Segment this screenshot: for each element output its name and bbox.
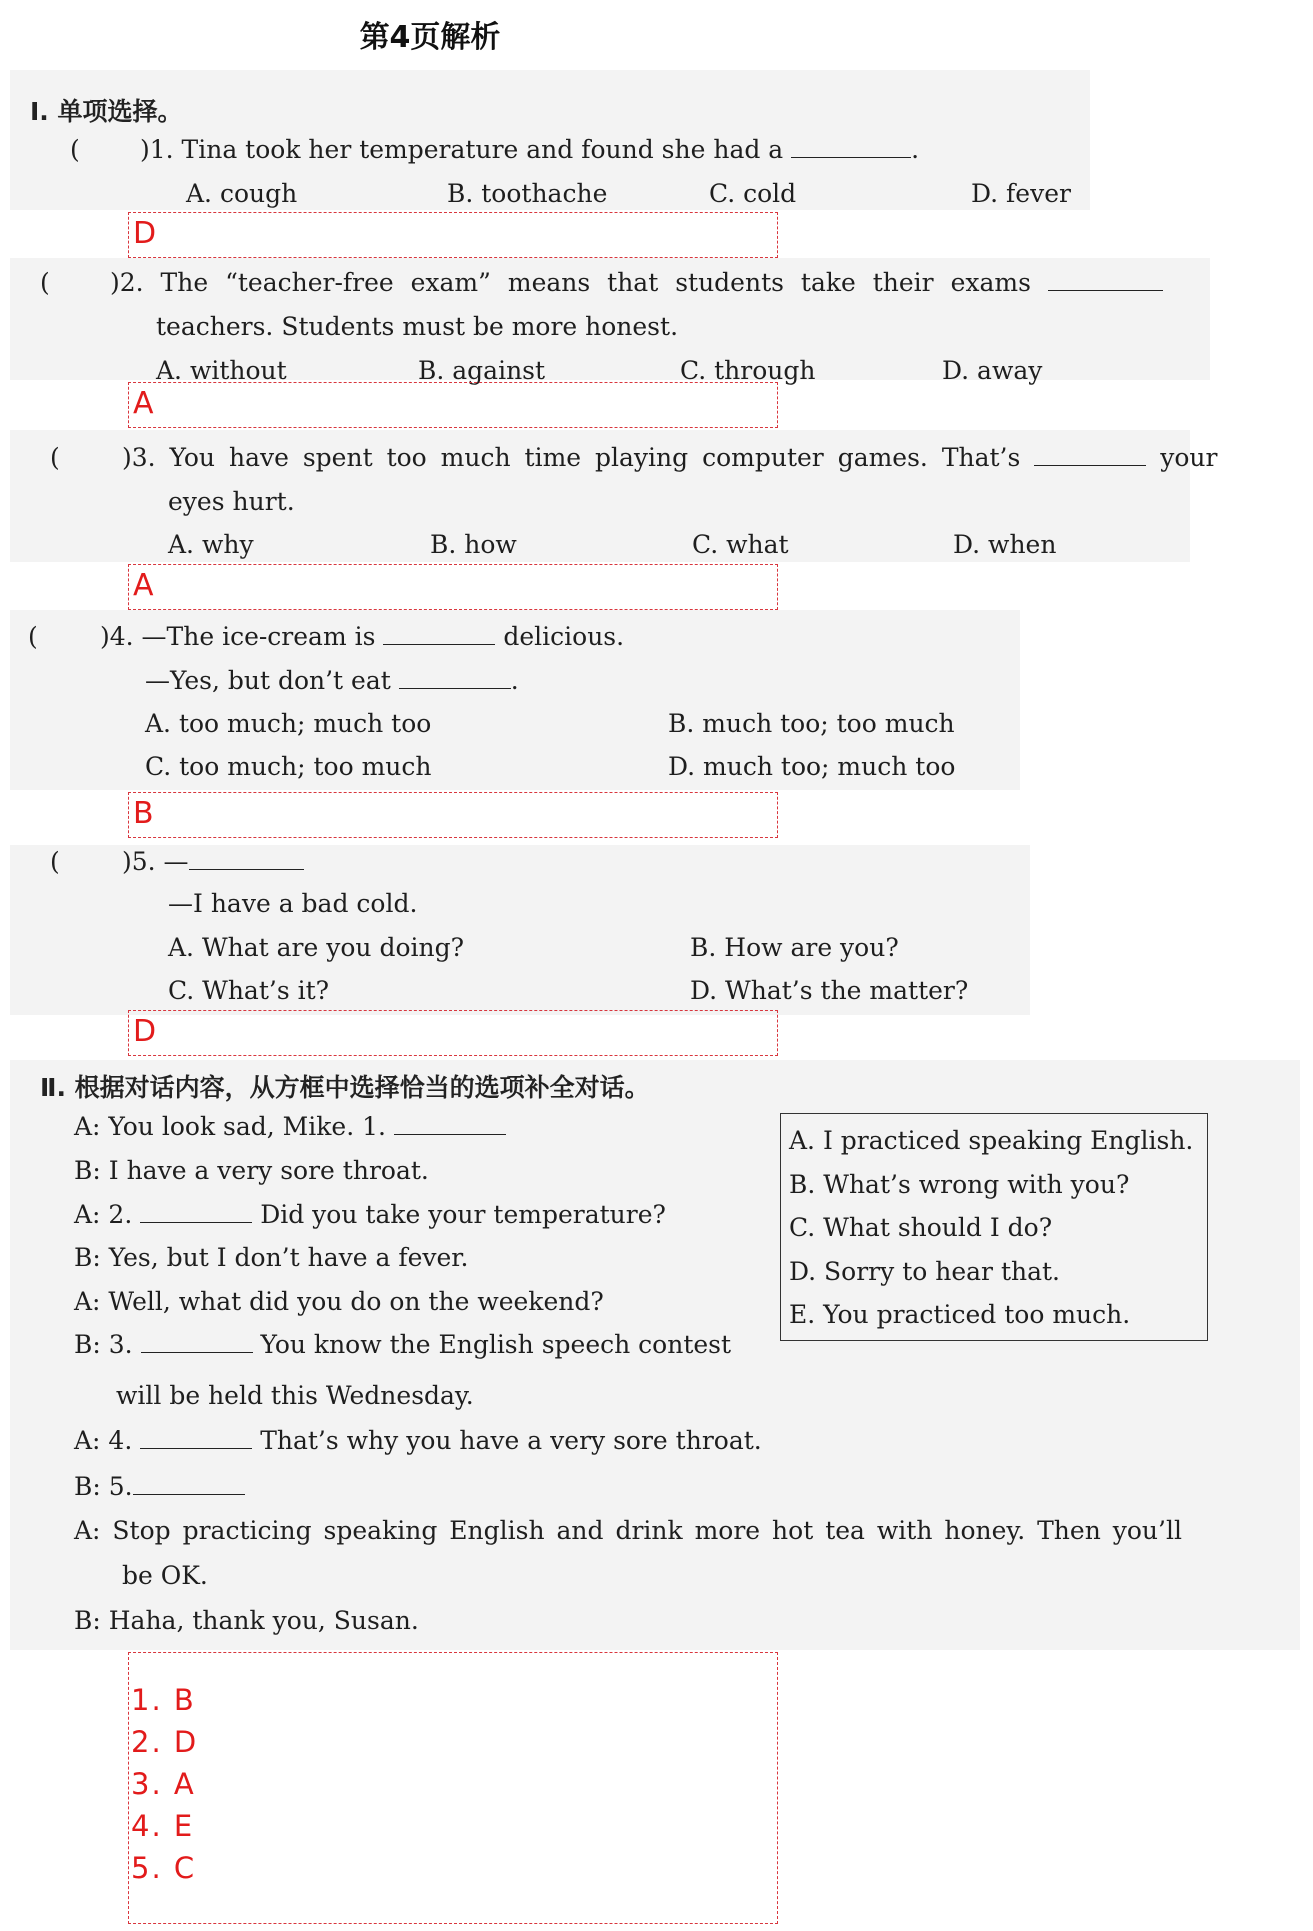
question-2-blank: [1048, 272, 1163, 291]
question-4-line2-end: .: [510, 666, 519, 695]
dialogue-line-11: be OK.: [122, 1561, 208, 1590]
box-option-e: E. You practiced too much.: [789, 1300, 1131, 1329]
box-option-c: C. What should I do?: [789, 1213, 1053, 1242]
page-title: 第4页解析: [359, 20, 501, 55]
box-option-a: A. I practiced speaking English.: [789, 1126, 1194, 1155]
question-1-text: )1. Tina took her temperature and found she had a: [140, 135, 784, 164]
section1-heading: Ⅰ. 单项选择。: [30, 97, 183, 126]
dialogue-blank-4: [140, 1430, 252, 1449]
dialogue-line-5: A: Well, what did you do on the weekend?: [74, 1287, 604, 1316]
question-4-option-a: A. too much; much too: [145, 709, 432, 738]
question-4-blank-1: [383, 626, 495, 645]
question-5-option-a: A. What are you doing?: [168, 933, 465, 962]
question-3-blank: [1034, 447, 1146, 466]
options-box: [780, 1113, 1208, 1341]
dialogue-line-2: B: I have a very sore throat.: [74, 1156, 429, 1185]
question-4-line2-text: —Yes, but don’t eat: [145, 666, 391, 695]
dialogue-line-9-text: B: 5.: [74, 1472, 133, 1501]
dialogue-blank-1: [394, 1116, 506, 1135]
question-4-stem-line2: [145, 666, 519, 695]
question-1-option-d: D. fever: [971, 179, 1071, 208]
dialogue-line-1: [74, 1112, 506, 1141]
question-5-option-c: C. What’s it?: [168, 976, 330, 1005]
dialogue-line-6-text: B: 3.: [74, 1330, 133, 1359]
section2-heading: Ⅱ. 根据对话内容，从方框中选择恰当的选项补全对话。: [40, 1073, 650, 1102]
question-4-paren: (: [28, 622, 38, 651]
question-5-option-b: B. How are you?: [690, 933, 899, 962]
section2-answer-1: 1. B: [131, 1683, 196, 1717]
question-5-text: )5. —: [122, 847, 189, 876]
dialogue-line-7: will be held this Wednesday.: [116, 1381, 474, 1410]
box-option-d: D. Sorry to hear that.: [789, 1256, 1060, 1286]
question-1-answer: D: [128, 212, 778, 258]
dialogue-line-3-text: A: 2.: [74, 1200, 133, 1229]
question-2-option-b: B. against: [418, 356, 546, 385]
question-3-option-c: C. what: [692, 530, 789, 559]
question-2-option-a: A. without: [156, 356, 287, 385]
question-3-stem: [122, 443, 1217, 472]
question-1-blank: [791, 139, 911, 158]
question-2-option-d: D. away: [942, 356, 1043, 385]
section2-answer-5: 5. C: [131, 1851, 197, 1885]
question-4-option-b: B. much too; too much: [668, 709, 955, 738]
dialogue-line-1-text: A: You look sad, Mike. 1.: [74, 1112, 386, 1141]
question-2-stem-line2: teachers. Students must be more honest.: [156, 312, 679, 341]
question-4-answer: B: [128, 792, 778, 838]
question-3-tail: your: [1160, 443, 1218, 472]
question-2-stem: [110, 268, 1163, 297]
question-1-option-a: A. cough: [186, 179, 298, 208]
question-5-option-d: D. What’s the matter?: [690, 976, 969, 1005]
question-1-end: .: [911, 135, 920, 164]
question-1-option-b: B. toothache: [447, 179, 608, 208]
question-1-stem: [140, 135, 919, 164]
question-3-option-b: B. how: [430, 530, 517, 559]
question-5-paren: (: [50, 847, 60, 876]
question-3-option-a: A. why: [168, 530, 254, 559]
question-3-option-d: D. when: [953, 530, 1057, 559]
question-5-answer: D: [128, 1010, 778, 1056]
question-4-blank-2: [399, 670, 511, 689]
dialogue-line-12: B: Haha, thank you, Susan.: [74, 1606, 419, 1635]
question-3-stem-line2: eyes hurt.: [168, 487, 295, 516]
dialogue-blank-5: [133, 1476, 245, 1495]
section2-answer-2: 2. D: [131, 1725, 199, 1759]
section2-answer-4: 4. E: [131, 1809, 195, 1843]
question-2-text: )2. The “teacher-free exam” means that students take their exams: [110, 268, 1031, 297]
question-4-tail: delicious.: [503, 622, 625, 651]
dialogue-line-3: [74, 1200, 666, 1229]
question-3-answer: A: [128, 564, 778, 610]
dialogue-line-8-post: That’s why you have a very sore throat.: [260, 1426, 762, 1455]
question-3-text: )3. You have spent too much time playing computer games. That’s: [122, 443, 1021, 472]
dialogue-line-8-text: A: 4.: [74, 1426, 133, 1455]
dialogue-line-6-post: You know the English speech contest: [260, 1330, 732, 1359]
question-5-stem-line2: —I have a bad cold.: [168, 889, 418, 918]
question-3-paren: (: [50, 443, 60, 472]
question-5-blank: [189, 851, 304, 870]
dialogue-line-6: [74, 1330, 731, 1359]
question-4-text: )4. —The ice-cream is: [100, 622, 376, 651]
question-2-option-c: C. through: [680, 356, 816, 385]
dialogue-line-4: B: Yes, but I don’t have a fever.: [74, 1243, 469, 1272]
dialogue-blank-2: [140, 1204, 252, 1223]
question-2-paren: (: [40, 268, 50, 297]
question-1-paren: (: [70, 135, 80, 164]
dialogue-line-3-post: Did you take your temperature?: [260, 1200, 666, 1229]
dialogue-line-8: [74, 1426, 762, 1455]
question-4-stem: [100, 622, 624, 651]
question-5-stem: [122, 847, 304, 876]
box-option-b: B. What’s wrong with you?: [789, 1169, 1130, 1199]
question-4-option-d: D. much too; much too: [668, 752, 956, 781]
question-1-option-c: C. cold: [709, 179, 797, 208]
dialogue-line-9: [74, 1472, 245, 1501]
dialogue-line-10: A: Stop practicing speaking English and drink more hot tea with honey. Then you’ll: [74, 1516, 1182, 1545]
section2-answer-3: 3. A: [131, 1767, 196, 1801]
section2-answer-box: [128, 1652, 778, 1924]
question-4-option-c: C. too much; too much: [145, 752, 432, 781]
dialogue-blank-3: [141, 1334, 253, 1353]
question-2-answer: A: [128, 382, 778, 428]
